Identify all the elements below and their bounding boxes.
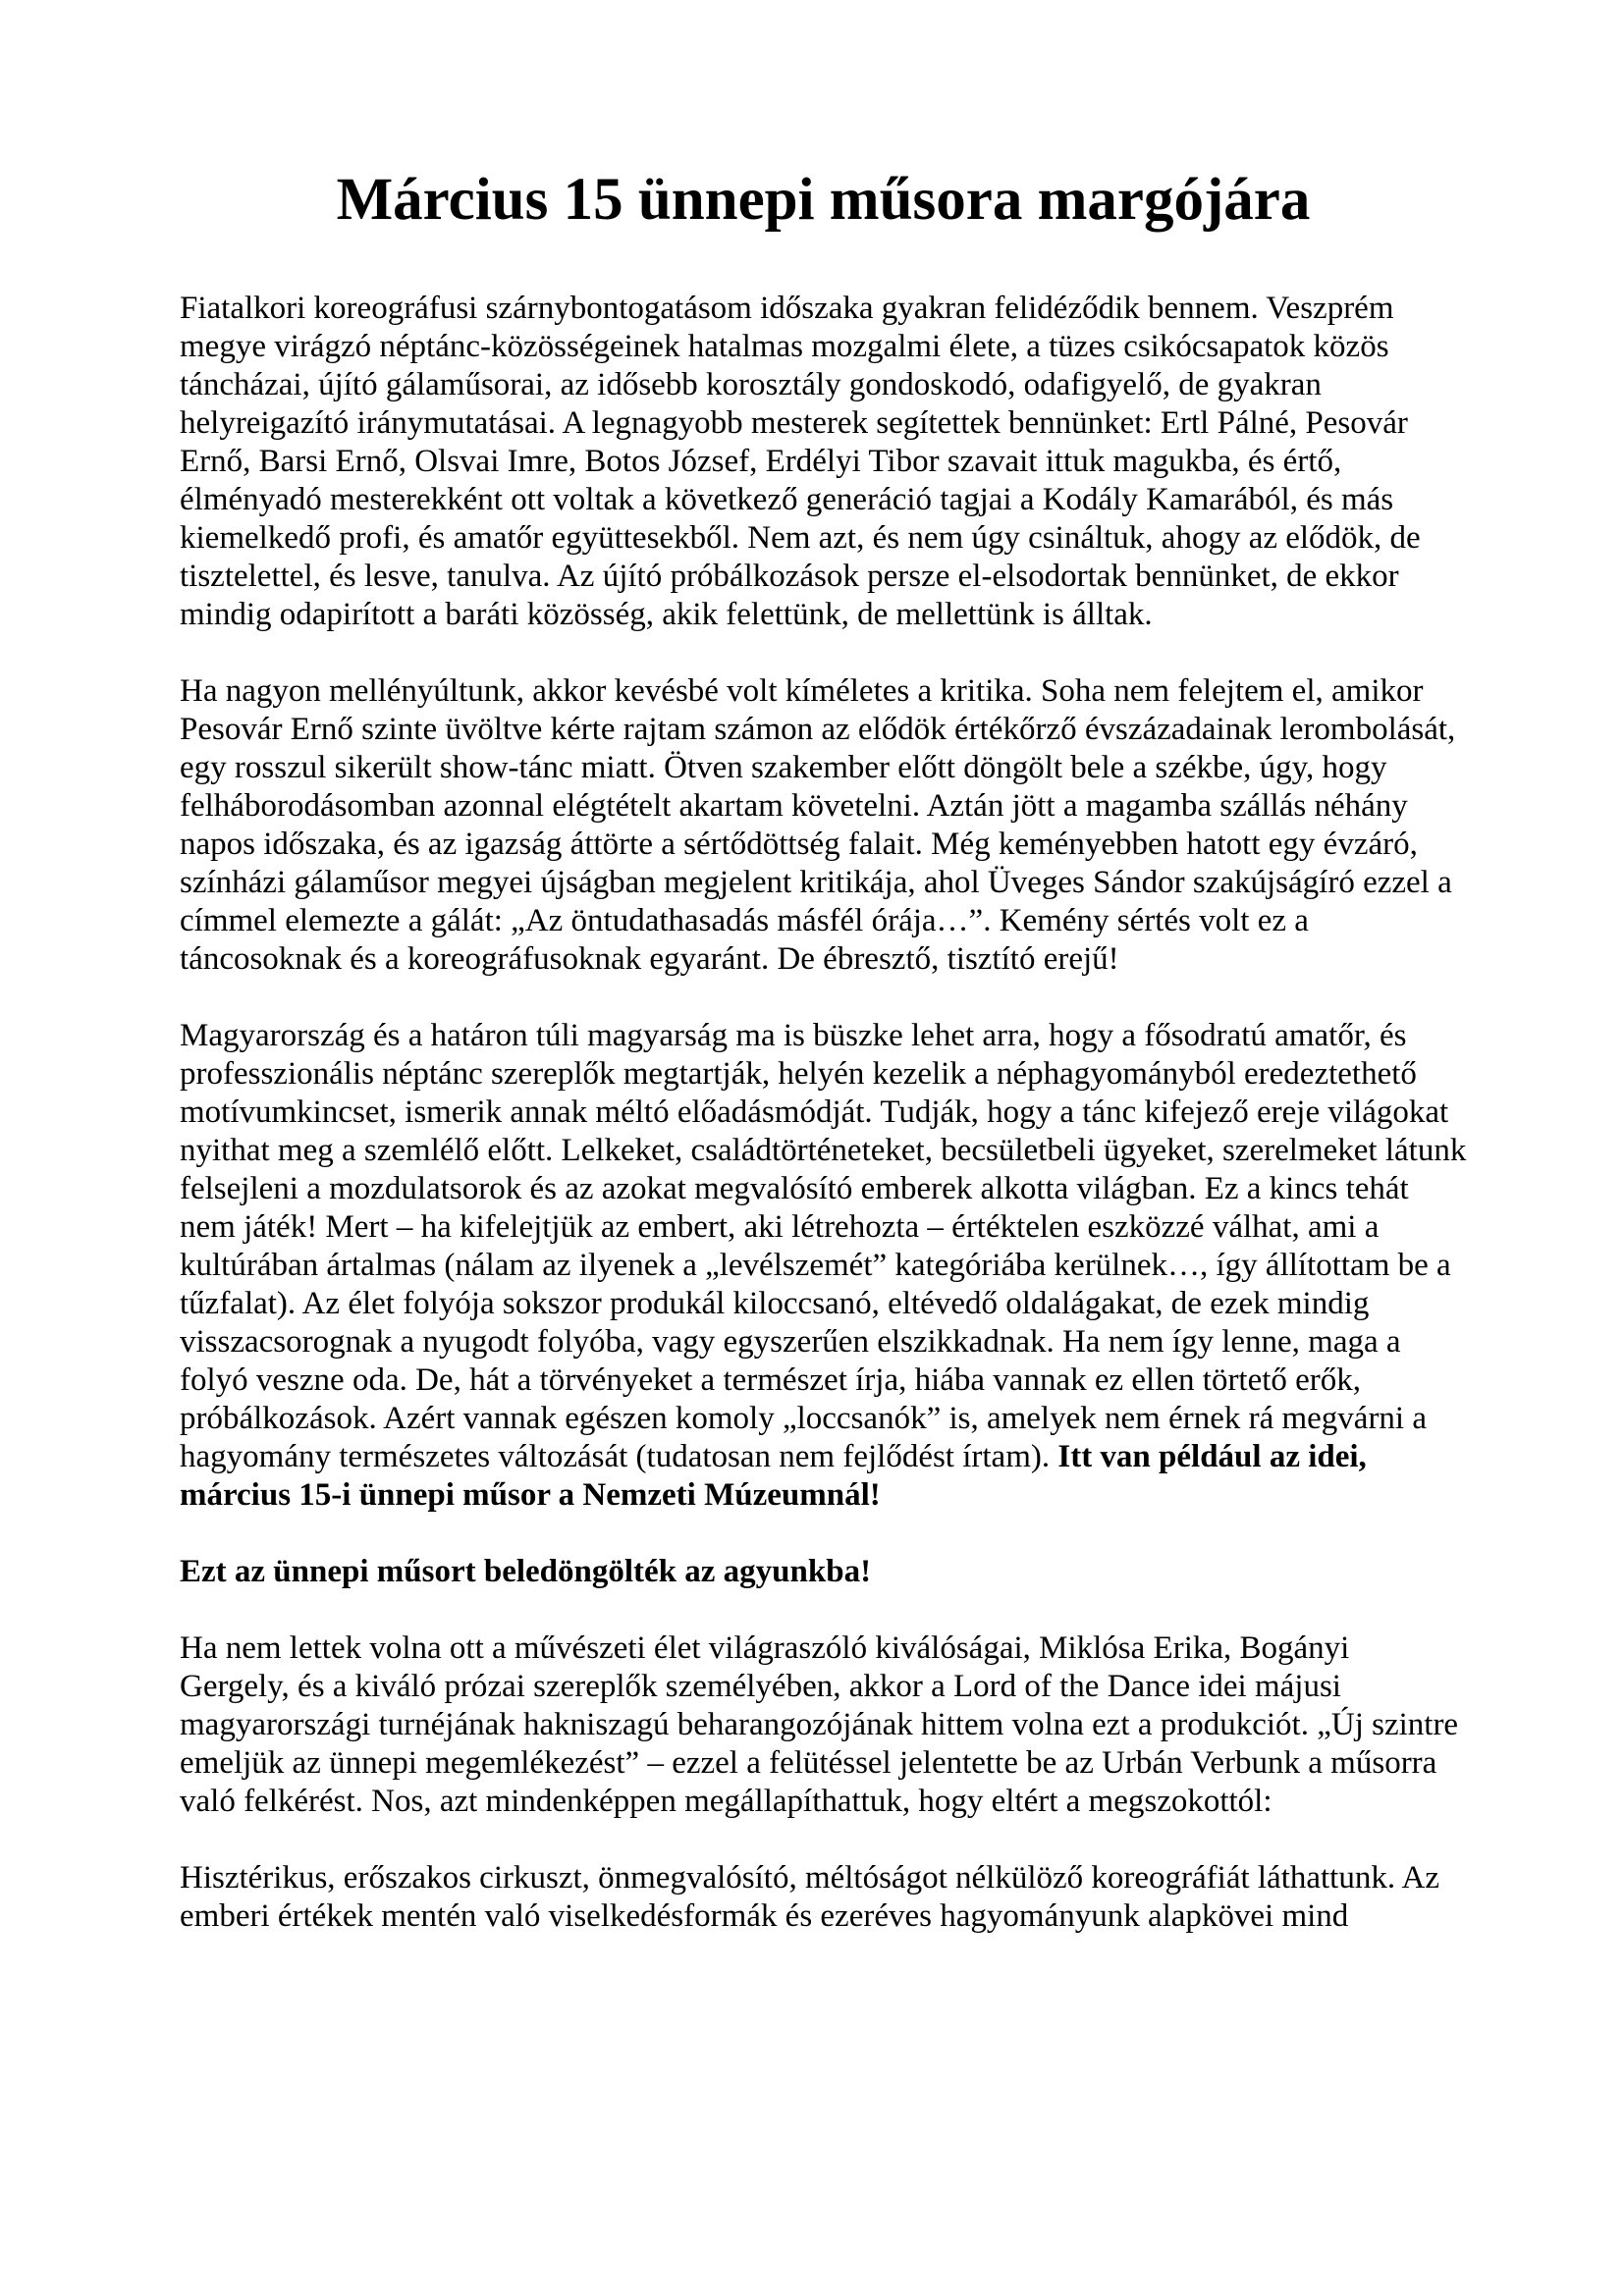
paragraph-3 xyxy=(180,1017,1467,1515)
paragraph-3-bold-text: Itt van például az idei, március 15-i ünnepi műsor a Nemzeti Múzeumnál! xyxy=(180,1439,1367,1513)
bold-heading: Ezt az ünnepi műsort beledöngölték az agyunkba! xyxy=(180,1554,872,1589)
paragraph-5: Ha nem lettek volna ott a művészeti élet világraszóló kiválóságai, Miklósa Erika, Bogányi Gergely, és a kiváló prózai szereplők személyében, akkor a Lord of the Dance idei májusi magyarországi turnéjának hakniszagú beharangozójának hittem volna ezt a produkciót. „Új szintre emeljük az ünnepi megemlékezést” – ezzel a felütéssel jelentette be az Urbán Verbunk a műsorra való felkérést. Nos, azt mindenképpen megállapíthattuk, hogy eltért a megszokottól: xyxy=(180,1630,1459,1819)
paragraph-3-text: Magyarország és a határon túli magyarság ma is büszke lehet arra, hogy a fősodratú amatőr, és professzionális néptánc szereplők megtartják, helyén kezelik a néphagyományból eredeztethető motívumkincset, ismerik annak méltó előadásmódját. Tudják, hogy a tánc kifejező ereje világokat nyithat meg a szemlélő előtt. Lelkeket, családtörténeteket, becsületbeli ügyeket, szerelmeket látunk felsejleni a mozdulatsorok és az azokat megvalósító emberek alkotta világban. Ez a kincs tehát nem játék! Mert – ha kifelejtjük az embert, aki létrehozta – értéktelen eszközzé válhat, ami a kultúrában ártalmas (nálam az ilyenek a „levélszemét” kategóriába kerülnek…, így állítottam be a tűzfalat). Az élet folyója sokszor produkál kiloccsanó, eltévedő oldalágakat, de ezek mindig visszacsorognak a nyugodt folyóba, vagy egyszerűen elszikkadnak. Ha nem így lenne, maga a folyó veszne oda. De, hát a törvényeket a természet írja, hiába vannak ez ellen törtető erők, próbálkozások. Azért vannak egészen komoly „loccsanók” is, amelyek nem érnek rá megvárni a hagyomány természetes változását (tudatosan nem fejlődést írtam). xyxy=(180,1018,1467,1474)
document-title: Március 15 ünnepi műsora margójára xyxy=(336,167,1311,233)
paragraph-6: Hisztérikus, erőszakos cirkuszt, önmegvalósító, méltóságot nélkülöző koreográfiát láthattunk. Az emberi értékek mentén való viselkedésformák és ezeréves hagyományunk alapkövei mind xyxy=(180,1860,1440,1934)
paragraph-2: Ha nagyon mellényúltunk, akkor kevésbé volt kíméletes a kritika. Soha nem felejtem el, amikor Pesovár Ernő szinte üvöltve kérte rajtam számon az elődök értékőrző évszázadainak lerombolását, egy rosszul sikerült show-tánc miatt. Ötven szakember előtt döngölt bele a székbe, úgy, hogy felháborodásomban azonnal elégtételt akartam követelni. Aztán jött a magamba szállás néhány napos időszaka, és az igazság áttörte a sértődöttség falait. Még keményebben hatott egy évzáró, színházi gálaműsor megyei újságban megjelent kritikája, ahol Üveges Sándor szakújságíró ezzel a címmel elemezte a gálát: „Az öntudathasadás másfél órája…”. Kemény sértés volt ez a táncosoknak és a koreográfusoknak egyaránt. De ébresztő, tisztító erejű! xyxy=(180,673,1456,977)
paragraph-1: Fiatalkori koreográfusi szárnybontogatásom időszaka gyakran felidéződik bennem. Veszprém megye virágzó néptánc-közösségeinek hatalmas mozgalmi élete, a tüzes csikócsapatok közös táncházai, újító gálaműsorai, az idősebb korosztály gondoskodó, odafigyelő, de gyakran helyreigazító iránymutatásai. A legnagyobb mesterek segítettek bennünket: Ertl Pálné, Pesovár Ernő, Barsi Ernő, Olsvai Imre, Botos József, Erdélyi Tibor szavait ittuk magukba, és értő, élményadó mesterekként ott voltak a következő generáció tagjai a Kodály Kamarából, és más kiemelkedő profi, és amatőr együttesekből. Nem azt, és nem úgy csináltuk, ahogy az elődök, de tisztelettel, és lesve, tanulva. Az újító próbálkozások persze el-elsodortak bennünket, de ekkor mindig odapirított a baráti közösség, akik felettünk, de mellettünk is álltak. xyxy=(180,291,1421,632)
